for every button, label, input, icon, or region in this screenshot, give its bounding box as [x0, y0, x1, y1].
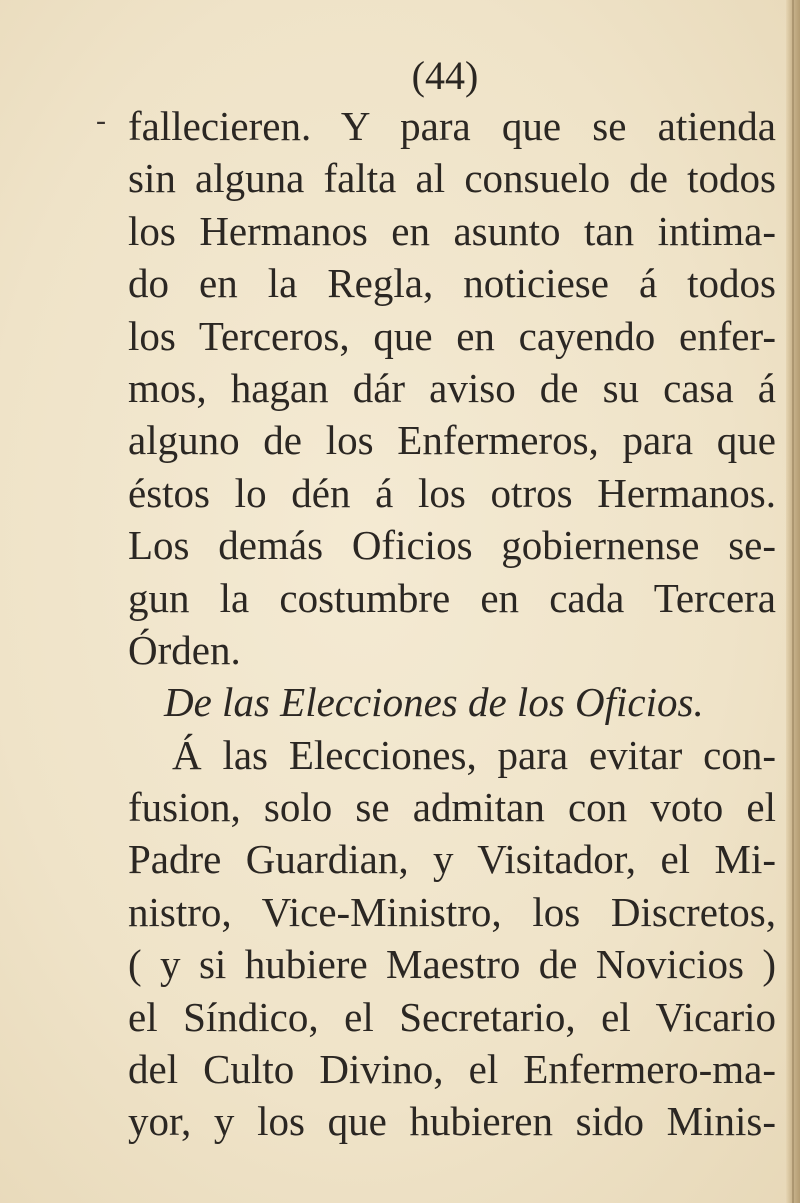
text-line: sin alguna falta al consuelo de todos [128, 155, 776, 202]
text-line: alguno de los Enfermeros, para que [128, 417, 776, 464]
text-line: Á las Elecciones, para evitar con- [172, 731, 776, 778]
text-line: nistro, Vice-Ministro, los Discretos, [128, 888, 776, 935]
text-line: éstos lo dén á los otros Hermanos. [128, 469, 776, 516]
section-heading: De las Elecciones de los Oficios. [164, 679, 704, 726]
text-line: el Síndico, el Secretario, el Vicario [128, 993, 776, 1040]
text-line: Padre Guardian, y Visitador, el Mi- [128, 836, 776, 883]
text-line: gun la costumbre en cada Tercera [128, 574, 776, 621]
text-line: del Culto Divino, el Enfermero-ma- [128, 1046, 776, 1093]
text-line: los Terceros, que en cayendo enfer- [128, 312, 776, 359]
body-text [128, 100, 776, 1148]
text-line: mos, hagan dár aviso de su casa á [128, 364, 776, 411]
text-line: fusion, solo se admitan con voto el [128, 784, 776, 831]
text-line: los Hermanos en asunto tan intima- [128, 207, 776, 254]
text-line: Los demás Oficios gobiernense se- [128, 522, 776, 569]
text-line: yor, y los que hubieren sido Minis- [128, 1098, 776, 1145]
page-number: (44) [411, 53, 479, 98]
margin-mark: - [96, 104, 106, 137]
text-line: Órden. [128, 626, 241, 673]
text-line: fallecieren. Y para que se atienda [128, 103, 776, 149]
text-line: do en la Regla, noticiese á todos [128, 260, 776, 307]
page-edge-line [792, 0, 794, 1203]
text-line: ( y si hubiere Maestro de Novicios ) [128, 941, 776, 988]
